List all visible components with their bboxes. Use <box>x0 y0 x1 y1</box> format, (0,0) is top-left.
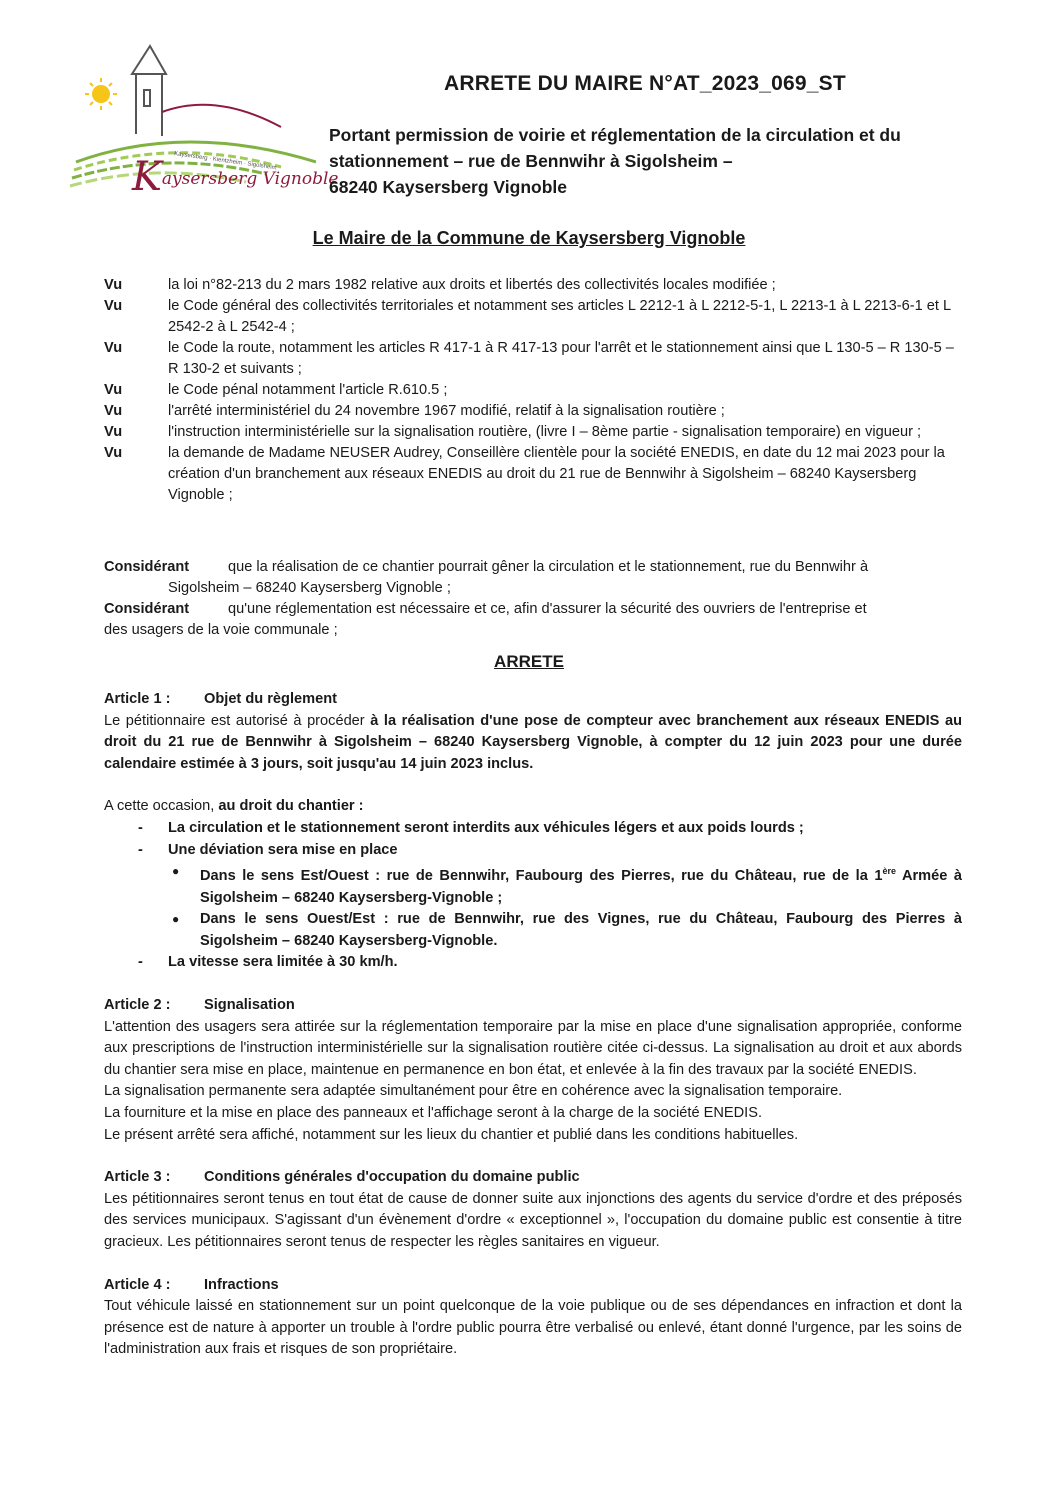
list-item: ● Dans le sens Ouest/Est : rue de Bennwihr, rue des Vignes, rue du Château, Faubourg des Pierres à Sigolsheim – 68240 Kaysersberg-Vignoble. <box>172 911 962 949</box>
article-1-paragraph: Le pétitionnaire est autorisé à procéder à la réalisation d'une pose de compteur avec branchement aux réseaux ENEDIS au droit du 21 rue de Bennwihr à Sigolsheim – 68240 Kaysersberg Vignoble, à compter du 12 juin 2023 pour une durée calendaire estimée à 3 jours, soit jusqu'au 14 juin 2023 inclus. <box>104 712 962 772</box>
vu-item: Vu le Code général des collectivités territoriales et notamment ses articles L 2212-1 à L 2212-5-1, L 2213-1 à L 2213-6-1 et L 2542-2 à L 2542-4 ; <box>104 298 951 335</box>
arrete-number: ARRETE DU MAIRE N°AT_2023_069_ST <box>444 72 846 95</box>
list-item: - La circulation et le stationnement seront interdits aux véhicules légers et aux poids lourds ; <box>138 819 804 836</box>
article-2-paragraph: La signalisation permanente sera adaptée simultanément pour être en cohérence avec la signalisation temporaire. <box>104 1083 843 1100</box>
arrete-subtitle <box>329 122 969 200</box>
article-1-occasion: A cette occasion, au droit du chantier : <box>104 798 364 815</box>
maire-heading: Le Maire de la Commune de Kaysersberg Vignoble <box>312 228 746 248</box>
list-item: - La vitesse sera limitée à 30 km/h. <box>138 954 398 971</box>
considerant-item: Considérant qu'une réglementation est nécessaire et ce, afin d'assurer la sécurité des ouvriers de l'entreprise et des usagers de la voie communale ; <box>104 601 867 638</box>
article-4-paragraph: Tout véhicule laissé en stationnement sur un point quelconque de la voie publique ou de ses dépendances en infraction et dont la présence est de nature à apporter un trouble à l'ordre public pourra être verbalisé ou enlevé, étant donné l'urgence, par les soins de l'administration aux frais et risques de son propriétaire. <box>104 1298 962 1358</box>
articles-body <box>104 689 962 1361</box>
article-1-heading: Article 1 : Objet du règlement <box>104 691 337 707</box>
article-3-heading: Article 3 : Conditions générales d'occupation du domaine public <box>104 1169 580 1186</box>
arrete-section-title: ARRETE <box>494 652 564 671</box>
logo-wordmark: Kaysersberg Vignoble <box>132 154 339 200</box>
subtitle-line: Portant permission de voirie et réglementation de la circulation et du <box>329 125 901 145</box>
vu-item: Vu l'arrêté interministériel du 24 novembre 1967 modifié, relatif à la signalisation routière ; <box>104 403 725 419</box>
list-item: ● Dans le sens Est/Ouest : rue de Bennwihr, Faubourg des Pierres, rue du Château, rue de la 1ère Armée à Sigolsheim – 68240 Kaysersberg-Vignoble ; <box>172 864 962 906</box>
list-item: - Une déviation sera mise en place <box>138 841 398 858</box>
vu-item: Vu l'instruction interministérielle sur la signalisation routière, (livre I – 8ème partie - signalisation temporaire) en vigueur ; <box>104 424 922 440</box>
subtitle-line: stationnement – rue de Bennwihr à Sigolsheim – <box>329 151 733 171</box>
logo-arc-text: Kaysersberg · Kientzheim · Sigolsheim <box>173 151 277 172</box>
vu-list <box>104 275 964 506</box>
article-2-paragraph: Le présent arrêté sera affiché, notamment sur les lieux du chantier et publié dans les conditions habituelles. <box>104 1126 799 1143</box>
vu-item: Vu le Code pénal notamment l'article R.610.5 ; <box>104 382 448 398</box>
vu-item: Vu le Code la route, notamment les articles R 417-1 à R 417-13 pour l'arrêt et le stationnement ainsi que L 130-5 – R 130-5 – R 130-2 et suivants ; <box>104 340 954 377</box>
article-2-paragraph: La fourniture et la mise en place des panneaux et l'affichage seront à la charge de la société ENEDIS. <box>104 1104 763 1121</box>
considerant-item: Considérant que la réalisation de ce chantier pourrait gêner la circulation et le stationnement, rue du Bennwihr à Sigolsheim – 68240 Kaysersberg Vignoble ; <box>104 559 869 596</box>
vu-item: Vu la loi n°82-213 du 2 mars 1982 relative aux droits et libertés des collectivités locales modifiée ; <box>104 277 776 293</box>
tower-icon <box>132 46 166 136</box>
sun-icon <box>85 78 117 110</box>
considerant-list <box>104 557 964 641</box>
article-2-heading: Article 2 : Signalisation <box>104 996 295 1013</box>
subtitle-line: 68240 Kaysersberg Vignoble <box>329 177 567 197</box>
vu-item: Vu la demande de Madame NEUSER Audrey, Conseillère clientèle pour la société ENEDIS, en date du 12 mai 2023 pour la création d'un branchement aux réseaux ENEDIS au droit du 21 rue de Bennwihr à Sigolsheim – 68240 Kaysersberg Vignoble ; <box>104 445 945 503</box>
article-3-paragraph: Les pétitionnaires seront tenus en tout état de cause de donner suite aux injonctions des agents du service d'ordre et des préposés des services municipaux. S'agissant d'un évènement d'ordre « exceptionnel », l'occupation du domaine public est consentie à titre gracieux. Les pétitionnaires seront tenus de respecter les règles sanitaires en vigueur. <box>104 1190 962 1250</box>
commune-logo <box>66 42 339 202</box>
article-4-heading: Article 4 : Infractions <box>104 1276 279 1293</box>
article-2-paragraph: L'attention des usagers sera attirée sur la réglementation temporaire par la mise en place d'une signalisation appropriée, conforme aux prescriptions de l'instruction interministérielle sur la signalisation routière citée ci-dessus. La signalisation au droit et aux abords du chantier sera mise en place, maintenue en permanence en bon état, et enlevée à la fin des travaux par la société ENEDIS. <box>104 1018 962 1078</box>
